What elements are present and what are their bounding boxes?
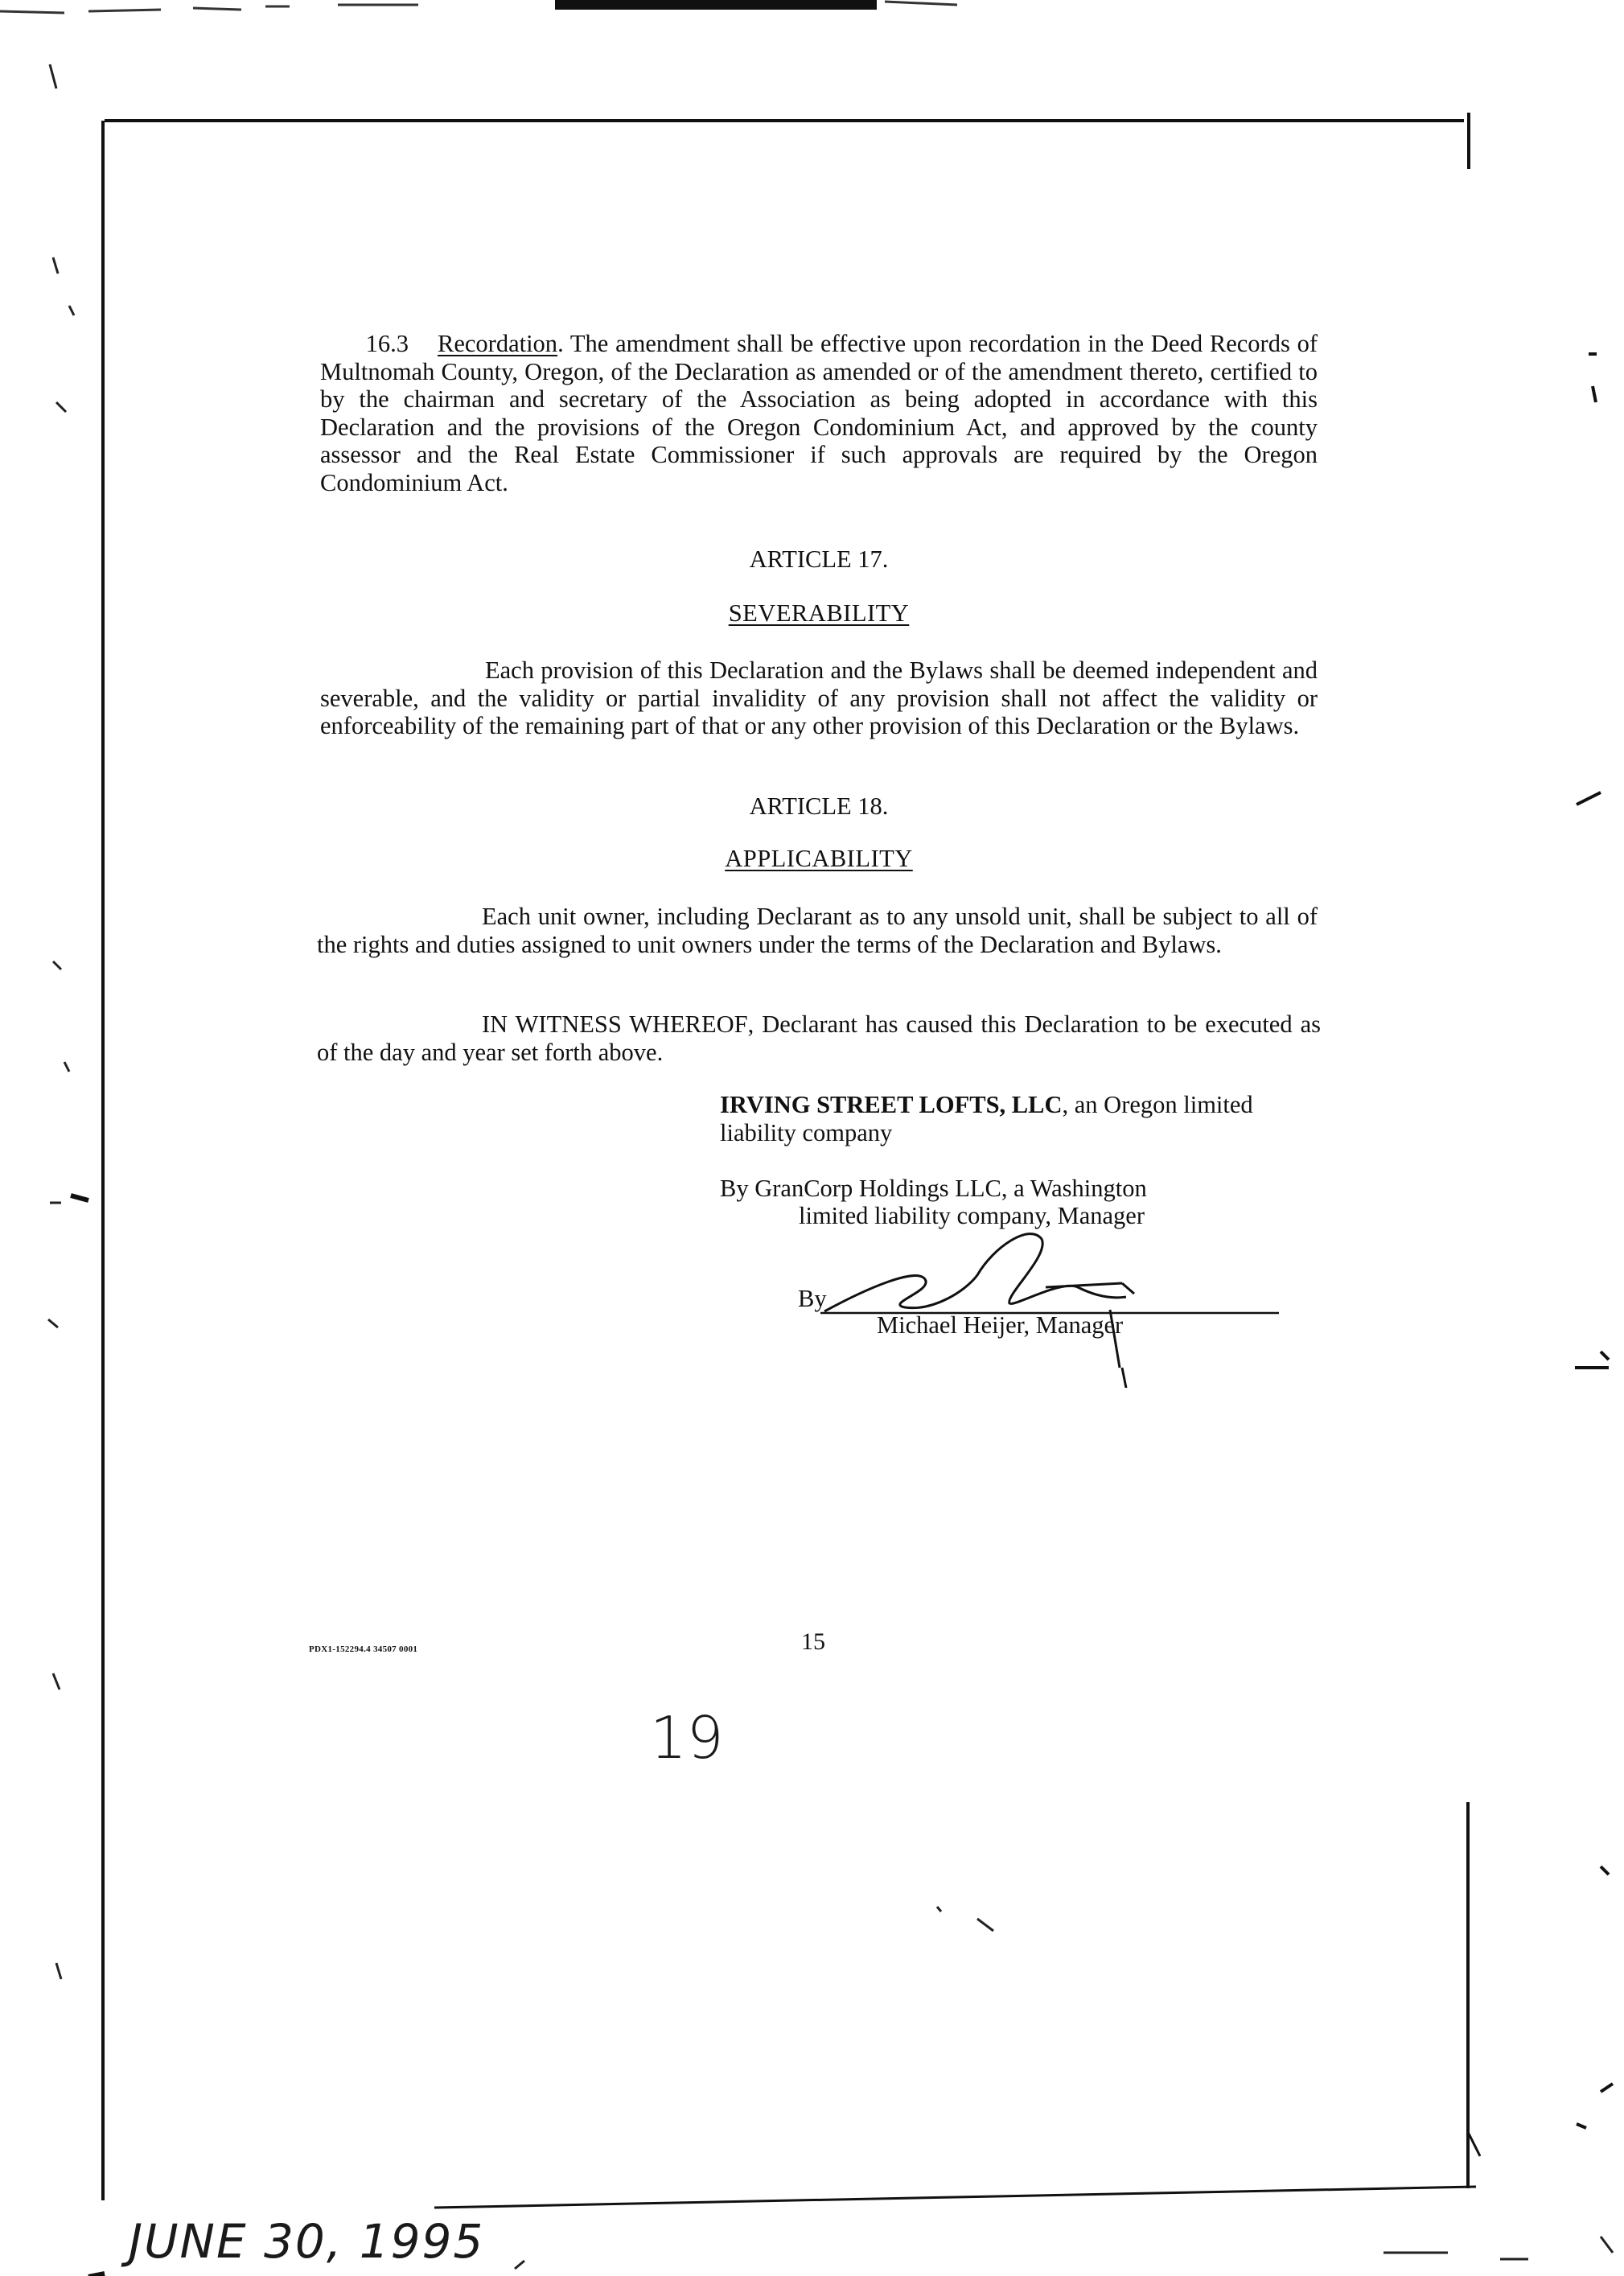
frame-bottom-line — [434, 2187, 1476, 2208]
entity-name: IRVING STREET LOFTS, LLC — [720, 1091, 1063, 1118]
left-margin-dash — [71, 1196, 88, 1200]
section-number: 16.3 — [365, 330, 409, 357]
frame-right-hook — [1468, 2132, 1480, 2156]
witness-lead: IN WITNESS WHEREOF — [482, 1010, 748, 1038]
article-18-title: APPLICABILITY — [725, 845, 913, 872]
article-17-label: ARTICLE 17. — [749, 545, 889, 573]
right-margin-marks — [1575, 354, 1613, 2128]
entity-block — [720, 1091, 1315, 1146]
section-16-3-paragraph — [320, 330, 1318, 497]
top-smudge — [555, 0, 877, 10]
article-18-label: ARTICLE 18. — [749, 792, 889, 820]
document-code: PDX1-152294.4 34507 0001 — [309, 1644, 418, 1654]
witness-text: , Declarant has caused this Declaration to be executed as of the day and year set forth above. — [317, 1010, 1321, 1066]
by-label: By — [798, 1285, 827, 1312]
section-heading: Recordation — [438, 330, 558, 357]
signer-name: Michael Heijer, Manager — [877, 1311, 1124, 1339]
article-17-title-wrap — [320, 599, 1318, 628]
section-text: . The amendment shall be effective upon recordation in the Deed Records of Multnomah County, Oregon, of the Declaration as amended or of the amendment thereto, certified to by the chairman and secretary of the Association as being adopted in accordance with this Declaration and the provisions of the Oregon Condominium Act, and approved by the county assessor and the Real Estate Commissioner if such approvals are required by the Oregon Condominium Act. — [320, 330, 1318, 496]
handwritten-date: JUNE 30, 1995 — [129, 2214, 485, 2269]
article-17-paragraph: Each provision of this Declaration and the Bylaws shall be deemed independent and severable, and the validity or partial invalidity of any provision shall not affect the validity or enforceability of the remaining part of that or any other provision of this Declaration or the Bylaws. — [320, 656, 1318, 740]
handwritten-page-mark: 19 — [650, 1704, 724, 1772]
manager-line-2: limited liability company, Manager — [799, 1202, 1145, 1229]
bottom-right-marks — [1383, 2237, 1613, 2259]
article-17-title: SEVERABILITY — [728, 599, 910, 627]
entity-desc: , an Oregon limited liability company — [720, 1091, 1253, 1146]
left-margin-marks — [48, 64, 74, 1979]
witness-paragraph — [317, 1010, 1321, 1066]
article-18-paragraph: Each unit owner, including Declarant as to any unsold unit, shall be subject to all of the rights and duties assigned to unit owners under the terms of the Declaration and Bylaws. — [317, 903, 1318, 958]
stray-marks — [515, 1907, 993, 2269]
page-number: 15 — [801, 1628, 825, 1655]
article-18-title-wrap — [320, 845, 1318, 873]
manager-line-1: By GranCorp Holdings LLC, a Washington — [720, 1175, 1147, 1202]
